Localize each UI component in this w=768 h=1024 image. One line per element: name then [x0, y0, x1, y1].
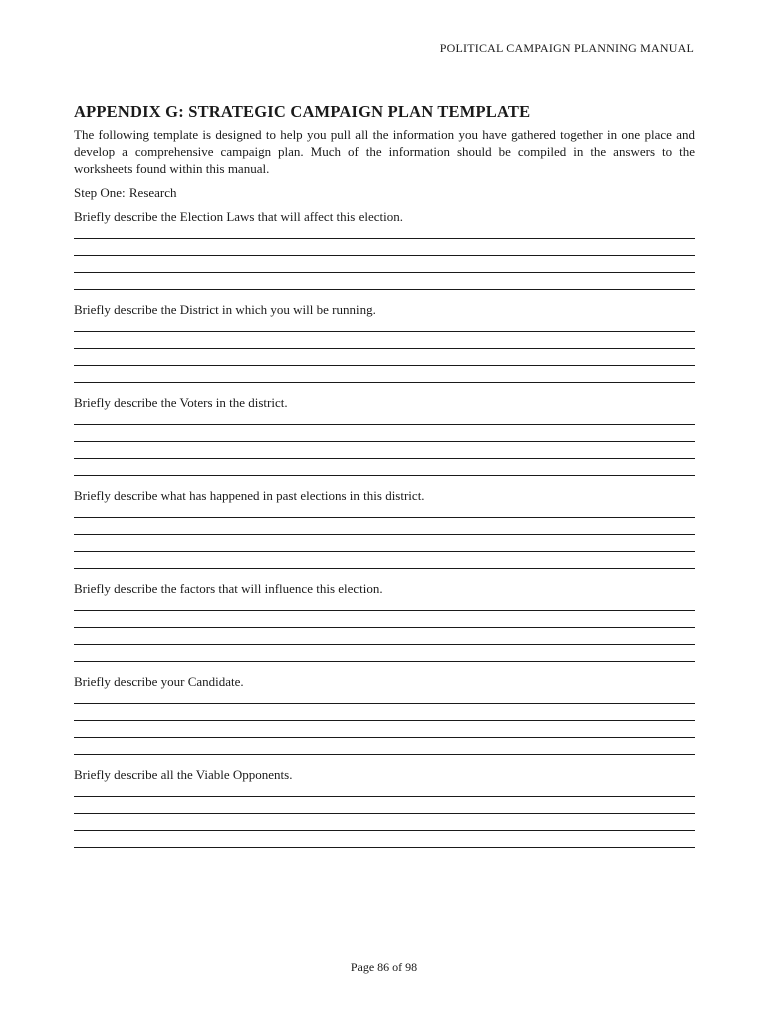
question-prompt: Briefly describe the District in which you will be running. [74, 302, 376, 317]
answer-line[interactable] [74, 459, 695, 476]
appendix-title: APPENDIX G: STRATEGIC CAMPAIGN PLAN TEMPLATE [74, 102, 531, 121]
answer-line[interactable] [74, 425, 695, 442]
answer-line[interactable] [74, 518, 695, 535]
question-block-district [74, 301, 695, 383]
page-content [74, 102, 695, 859]
step-label: Step One: Research [74, 185, 177, 200]
answer-line[interactable] [74, 628, 695, 645]
question-block-opponents [74, 766, 695, 848]
answer-area[interactable] [74, 424, 695, 476]
answer-area[interactable] [74, 331, 695, 383]
question-list [74, 208, 695, 848]
answer-area[interactable] [74, 610, 695, 662]
answer-line[interactable] [74, 721, 695, 738]
answer-line[interactable] [74, 273, 695, 290]
answer-line[interactable] [74, 704, 695, 721]
answer-line[interactable] [74, 256, 695, 273]
answer-line[interactable] [74, 814, 695, 831]
answer-area[interactable] [74, 517, 695, 569]
intro-paragraph: The following template is designed to help you pull all the information you have gathered together in one place and develop a comprehensive campaign plan. Much of the information should be compiled in the answers to the worksheets found within this manual. [74, 127, 695, 176]
question-block-voters [74, 394, 695, 476]
answer-line[interactable] [74, 797, 695, 814]
question-block-factors [74, 580, 695, 662]
question-prompt: Briefly describe the Election Laws that will affect this election. [74, 209, 403, 224]
answer-area[interactable] [74, 238, 695, 290]
answer-line[interactable] [74, 645, 695, 662]
answer-area[interactable] [74, 703, 695, 755]
answer-line[interactable] [74, 831, 695, 848]
question-prompt: Briefly describe the Voters in the district. [74, 395, 288, 410]
question-prompt: Briefly describe your Candidate. [74, 674, 244, 689]
answer-line[interactable] [74, 611, 695, 628]
answer-line[interactable] [74, 366, 695, 383]
question-block-past-elections [74, 487, 695, 569]
question-block-candidate [74, 673, 695, 755]
running-header: POLITICAL CAMPAIGN PLANNING MANUAL [439, 41, 694, 55]
answer-line[interactable] [74, 332, 695, 349]
question-prompt: Briefly describe the factors that will influence this election. [74, 581, 383, 596]
answer-line[interactable] [74, 442, 695, 459]
question-prompt: Briefly describe all the Viable Opponents. [74, 767, 293, 782]
question-prompt: Briefly describe what has happened in past elections in this district. [74, 488, 425, 503]
answer-area[interactable] [74, 796, 695, 848]
answer-line[interactable] [74, 239, 695, 256]
answer-line[interactable] [74, 552, 695, 569]
answer-line[interactable] [74, 349, 695, 366]
question-block-election-laws [74, 208, 695, 290]
answer-line[interactable] [74, 738, 695, 755]
page-number: Page 86 of 98 [350, 960, 418, 974]
answer-line[interactable] [74, 535, 695, 552]
